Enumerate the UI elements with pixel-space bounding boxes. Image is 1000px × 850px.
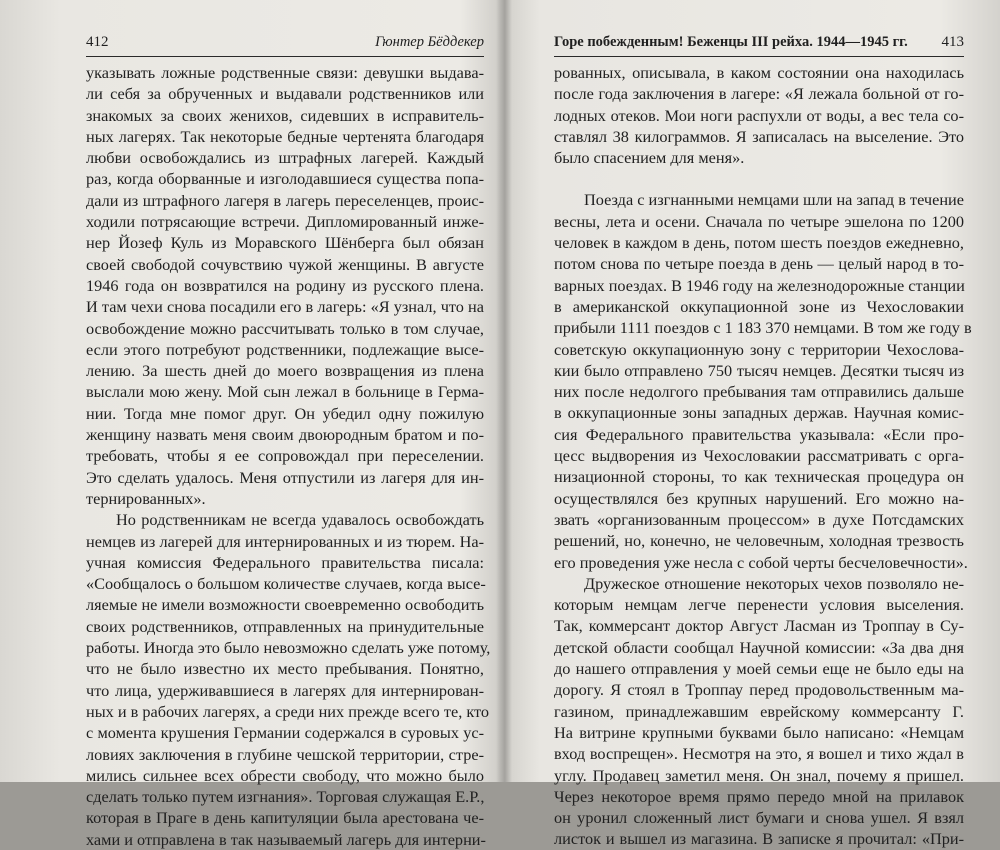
text-line: ставлял 38 килограммов. Я записалась на выселение. Это (554, 126, 964, 146)
right-page-body (554, 62, 972, 850)
text-line: хами и отправлена в так называемый лагерь для интерни- (86, 829, 486, 849)
text-line: человек в каждом в день, потом шесть поездов ежедневно, (554, 233, 964, 253)
text-line: сделать только путем изгнания». Торговая служащая Е.Р., (86, 787, 485, 807)
text-line: сия Федерального правительства указывала: «Если про- (554, 424, 964, 444)
text-line: дали из штрафного лагеря в лагерь переселенцев, проис- (86, 190, 484, 210)
text-line: в оккупационные зоны западных держав. Научная комис- (554, 403, 964, 423)
text-line: его проведения уже несла с собой черты бесчеловечности». (554, 552, 968, 572)
text-line: низационной стороны, то как техническая процедура он (554, 467, 964, 487)
text-line: детской области сообщал Научной комиссии: «За два дня (554, 637, 964, 657)
text-line: газином, принадлежавшим еврейскому коммерсанту Г. (554, 701, 964, 721)
paragraph-start-line: Дружеское отношение некоторых чехов позволяло не- (584, 573, 964, 593)
text-line: работы. Иногда это было невозможно сделать уже потому, (86, 638, 491, 658)
text-line: знакомых за своих женихов, сидевших в исправитель- (86, 105, 484, 125)
text-line: мились сильнее всех обрести свободу, что можно было (86, 765, 484, 785)
text-line: кии было отправлено 750 тысяч немцев. Десятки тысяч из (554, 360, 964, 380)
text-line: звать «организованным процессом» в духе Потсдамских (554, 509, 964, 529)
paragraph-start-line: Поезда с изгнанными немцами шли на запад в течение (584, 190, 964, 210)
text-line: было спасением для меня». (554, 148, 745, 168)
text-line: них после недолгого пребывания там отправились дальше (554, 382, 964, 402)
text-line: лодных отеков. Мои ноги распухли от воды, а вес тела со- (554, 105, 964, 125)
paragraph-gap (554, 168, 964, 189)
text-line: рованных, описывала, в каком состоянии она находилась (554, 63, 964, 82)
text-line: тернированных». (86, 488, 206, 508)
text-line: решений, но, конечно, не человечным, холодная трезвость (554, 531, 964, 551)
text-line: которая в Праге в день капитуляции была арестована че- (86, 808, 484, 828)
left-running-head: Гюнтер Бёддекер (375, 34, 484, 50)
text-line: указывать ложные родственные связи: девушки выдава- (86, 63, 484, 82)
text-line: весны, лета и осени. Сначала по четыре эшелона по 1200 (554, 211, 964, 231)
text-line: 1946 года он возвратился на родину из русского плена. (86, 275, 484, 295)
text-line: Через некоторое время прямо передо мной на прилавок (554, 786, 964, 806)
text-line: женщину назвать меня своим двоюродным братом и по- (86, 425, 484, 445)
right-page (512, 0, 1000, 849)
text-line: выслали мою жену. Мой сын лежал в больнице в Герма- (86, 382, 484, 402)
text-line: ных и в рабочих лагерях, а среди них прежде всего те, кто (86, 701, 490, 721)
right-page-number: 413 (941, 34, 964, 50)
text-line: «Сообщалось о большом количестве случаев, когда высе- (86, 574, 486, 594)
text-line: Это сделать удалось. Меня отпустили из лагеря для ин- (86, 467, 484, 487)
text-line: На витрине крупными буквами было написано: «Немцам (554, 722, 964, 742)
text-line: углу. Продавец заметил меня. Он знал, почему я пришел. (554, 765, 964, 785)
right-page-header (554, 34, 964, 54)
left-page-header (86, 34, 484, 54)
left-page-body (86, 62, 491, 850)
text-line: ных лагерях. Так некоторые бедные чертенята благодаря (86, 126, 484, 146)
book-gutter (496, 0, 512, 782)
text-line: которым немцам легче перенести условия выселения. (554, 595, 964, 615)
text-line: листок и вышел из магазина. В записке я прочитал: «При- (554, 829, 964, 849)
text-line: любви освобождались из штрафных лагерей. Каждый (86, 148, 484, 168)
paragraph-start-line: Но родственникам не всегда удавалось освобождать (116, 510, 484, 530)
text-line: осуществлялся без крупных нарушений. Его можно на- (554, 488, 964, 508)
text-line: если этого потребуют родственники, подлежащие высе- (86, 339, 484, 359)
text-line: варных поездах. В 1946 году на железнодорожные станции (554, 275, 965, 295)
text-line: раз, когда оборванные и изголодавшиеся существа попа- (86, 169, 484, 189)
text-line: вход воспрещен». Несмотря на это, я вошел и тихо ждал в (554, 744, 964, 764)
left-page (0, 0, 498, 849)
left-page-number: 412 (86, 34, 109, 50)
text-line: потом снова по четыре поезда в день — целый народ в то- (554, 254, 964, 274)
text-line: своей свободой сочувствию чужой женщины. В августе (86, 254, 484, 274)
text-line: освобождение можно рассчитывать только в том случае, (86, 318, 484, 338)
text-line: ходили потрясающие встречи. Дипломированный инже- (86, 212, 484, 232)
left-header-rule (86, 56, 484, 57)
text-line: лению. За шесть дней до моего возвращения из плена (86, 361, 484, 381)
text-line: Так, коммерсант доктор Август Ласман из Троппау в Су- (554, 616, 964, 636)
text-line: И там чехи снова посадили его в лагерь: «Я узнал, что на (86, 297, 484, 317)
text-line: требовать, чтобы я ее сопровождал при переселении. (86, 446, 484, 466)
text-line: он уронил сложенный лист бумаги и снова ушел. Я взял (554, 808, 964, 828)
text-line: учная комиссия Федерального правительства писала: (86, 552, 484, 572)
text-line: цесс выдворения из Чехословакии рассматривать с орга- (554, 446, 964, 466)
text-line: с момента крушения Германии содержался в суровых ус- (86, 723, 484, 743)
text-line: что не было известно их место пребывания. Понятно, (86, 659, 484, 679)
text-line: немцев из лагерей для интернированных и из тюрем. На- (86, 531, 484, 551)
text-line: после года заключения в лагере: «Я лежала больной от го- (554, 84, 964, 104)
text-line: ли себя за обрученных и выдавали родственников или (86, 84, 484, 104)
text-line: до нашего отправления у моей семьи еще не было еды на (554, 659, 964, 679)
text-line: своих родственников, отправленных на принудительные (86, 616, 484, 636)
text-line: нии. Тогда мне помог друг. Он убедил одну пожилую (86, 403, 484, 423)
text-line: дорогу. Я стоял в Троппау перед продовольственным ма- (554, 680, 964, 700)
text-line: нер Йозеф Куль из Моравского Шёнберга был обязан (86, 233, 484, 253)
text-line: советскую оккупационную зону с территории Чехослова- (554, 339, 964, 359)
text-line: ловиях заключения в глубине чешской территории, стре- (86, 744, 484, 764)
text-line: прибыли 1111 поездов с 1 183 370 немцами. В том же году в (554, 318, 972, 338)
text-line: ляемые не имели возможности своевременно освободить (86, 595, 484, 615)
right-running-head: Горе побежденным! Беженцы III рейха. 1944—1945 гг. (554, 34, 908, 50)
text-line: в американской оккупационной зоне из Чехословакии (554, 296, 964, 316)
right-header-rule (554, 56, 964, 57)
text-line: что лица, удерживавшиеся в лагерях для интернирован- (86, 680, 484, 700)
